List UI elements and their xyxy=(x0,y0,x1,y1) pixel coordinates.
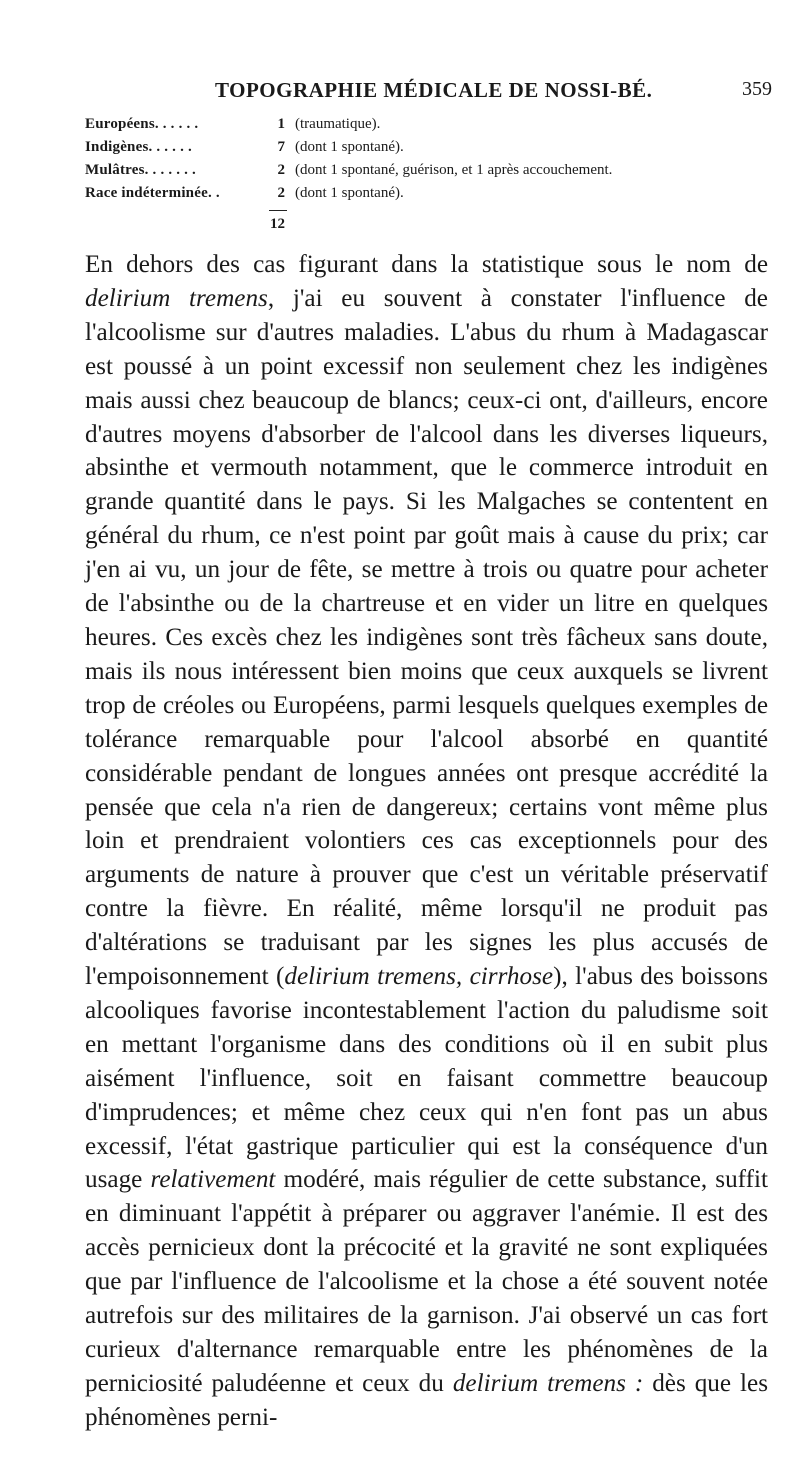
body-text-segment: modéré, mais régulier de cette substance, suffit en diminuant l'appétit à préparer ou aggraver l'anémie. Il est des accès pernicieux dont la précocité et la gravité ne sont expliquées que par l'influence de l'alcoolisme et la chose a été souvent notée autrefois sur des militaires de la garnison. J'ai observé un cas fort curieux d'alternance remarquable entre les phénomènes de la perniciosité paludéenne et ceux du xyxy=(85,1166,768,1397)
body-text-segment: ), l'abus des boissons alcooliques favorise incontestablement l'action du paludisme soit en mettant l'organisme dans des conditions où il en subit plus aisément l'influence, soit en faisant commettre beaucoup d'imprudences; et même chez ceux qui n'en font pas un abus excessif, l'état gastrique particulier qui est la conséquence d'un usage xyxy=(85,963,768,1194)
stat-note: (dont 1 spontané, guérison, et 1 après accouchement. xyxy=(295,162,613,178)
stat-total: 12 xyxy=(265,208,285,233)
italic-term: delirium tremens : xyxy=(452,1369,644,1397)
italic-term: delirium tremens, cirrhose xyxy=(284,963,554,991)
stat-label: Mulâtres. . . . . . . xyxy=(85,162,196,178)
stat-count: 7 xyxy=(277,139,285,155)
stat-note: (dont 1 spontané). xyxy=(295,139,404,155)
stat-count: 2 xyxy=(277,185,285,201)
stat-row-indigenes xyxy=(85,139,785,162)
running-title: TOPOGRAPHIE MÉDICALE DE NOSSI-BÉ. xyxy=(215,78,653,102)
page-number: 359 xyxy=(742,78,772,100)
stat-label: Race indéterminée. . xyxy=(85,185,220,201)
body-text-segment: dès que les phénomènes perni- xyxy=(85,1369,768,1431)
italic-term: delirium tremens xyxy=(85,284,268,312)
body-text-segment: , j'ai eu souvent à constater l'influence de l'alcoolisme sur d'autres maladies. L'abus du rhum à Madagascar est poussé à un point excessif non seulement chez les indigènes mais aussi chez beaucoup de blancs; ceux-ci ont, d'ailleurs, encore d'autres moyens d'absorber de l'alcool dans les diverses liqueurs, absinthe et vermouth notamment, que le commerce introduit en grande quantité dans le pays. Si les Malgaches se contentent en général du rhum, ce n'est point par goût mais à cause du prix; car j'en ai vu, un jour de fête, se mettre à trois ou quatre pour acheter de l'absinthe ou de la chartreuse et en vider un litre en quelques heures. Ces excès chez les indigènes sont très fâcheux sans doute, mais ils nous intéressent bien moins que ceux auxquels se livrent trop de créoles ou Européens, parmi lesquels quelques exemples de tolérance remarquable pour l'alcool absorbé en quantité considérable pendant de longues années ont presque accrédité la pensée que cela n'a rien de dangereux; certains vont même plus loin et prendraient volontiers ces cas exceptionnels pour des arguments de nature à prouver que c'est un véritable préservatif contre la fièvre. En réalité, même lorsqu'il ne produit pas d'altérations se traduisant par les signes les plus accusés de l'empoisonnement ( xyxy=(85,284,768,991)
stat-row-europeens xyxy=(85,116,785,139)
stat-label: Européens. . . . . . xyxy=(85,116,199,132)
stat-row-mulatres xyxy=(85,162,785,185)
stat-note: (traumatique). xyxy=(295,116,381,132)
italic-term: relativement xyxy=(150,1166,276,1194)
statistics-table xyxy=(85,116,785,233)
body-paragraph xyxy=(85,248,768,1435)
body-text-segment: En dehors des cas figurant dans la statistique sous le nom de xyxy=(85,251,768,278)
stat-count: 1 xyxy=(277,116,285,132)
stat-label: Indigènes. . . . . . xyxy=(85,139,192,155)
stat-row-race-indeterminee xyxy=(85,185,785,208)
running-header xyxy=(0,78,800,108)
stat-note: (dont 1 spontané). xyxy=(295,185,404,201)
stat-count: 2 xyxy=(277,162,285,178)
